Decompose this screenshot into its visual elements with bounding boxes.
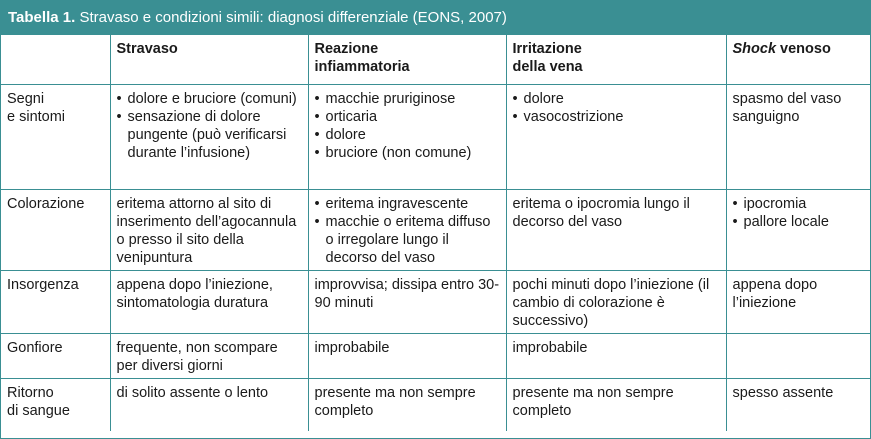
row-label-line: Colorazione: [7, 195, 85, 212]
table-cell: presente ma non sempre completo: [506, 378, 726, 431]
list-item: • ipocromia: [733, 195, 865, 213]
column-header-stravaso: [110, 35, 308, 84]
table-cell: [308, 189, 506, 270]
table-cell: spesso assente: [726, 378, 870, 431]
column-header-line: della vena: [512, 59, 583, 75]
table-title-bar: [1, 1, 870, 35]
row-label: [1, 84, 110, 189]
list-item: • bruciore (non comune): [315, 144, 500, 162]
table-cell: [726, 333, 870, 378]
row-label: [1, 378, 110, 431]
row-label-line: di sangue: [7, 402, 70, 419]
table-cell: presente ma non sempre completo: [308, 378, 506, 431]
table-row-colorazione: [1, 189, 870, 270]
list-item: • vasocostrizione: [513, 108, 720, 126]
row-label-line: Gonfiore: [7, 339, 63, 356]
list-item: • macchie o eritema diffuso o irregolare lungo il decorso del vaso: [315, 213, 500, 267]
table-cell: eritema attorno al sito di inserimento dell’agocannula o presso il sito della venipuntura: [110, 189, 308, 270]
table-cell: eritema o ipocromia lungo il decorso del vaso: [506, 189, 726, 270]
row-label: [1, 333, 110, 378]
row-label-line: e sintomi: [7, 108, 66, 125]
row-label-line: Insorgenza: [7, 276, 79, 293]
differential-diagnosis-table: [1, 35, 870, 431]
list-item: • eritema ingravescente: [315, 195, 500, 213]
row-label-line: Ritorno: [7, 384, 54, 401]
column-header-reazione-infiammatoria: [308, 35, 506, 84]
list-item: • pallore locale: [733, 213, 865, 231]
bullet-list: [513, 90, 720, 126]
list-item: • dolore: [315, 126, 500, 144]
table-cell: appena dopo l’iniezione: [726, 270, 870, 333]
table-cell: [308, 84, 506, 189]
table-cell: [506, 84, 726, 189]
row-label: [1, 270, 110, 333]
column-header-line: Irritazione: [512, 41, 582, 57]
table-cell: di solito assente o lento: [110, 378, 308, 431]
list-item: • orticaria: [315, 108, 500, 126]
column-header-line: infiammatoria: [314, 59, 410, 75]
list-item: • macchie pruriginose: [315, 90, 500, 108]
header-row: [1, 35, 870, 84]
table-cell: [726, 189, 870, 270]
column-header-line: Reazione: [314, 41, 379, 57]
bullet-list: [315, 90, 500, 162]
table-cell: frequente, non scompare per diversi giorni: [110, 333, 308, 378]
list-item: • dolore e bruciore (comuni): [117, 90, 302, 108]
header-corner: [1, 35, 110, 84]
column-header-rest: venoso: [776, 41, 831, 57]
row-label-line: Segni: [7, 90, 45, 107]
column-header-italic: Shock: [732, 41, 777, 57]
table-row-segni-e-sintomi: [1, 84, 870, 189]
list-item: • sensazione di dolore pungente (può verificarsi durante l’infusione): [117, 108, 302, 162]
table-cell: improbabile: [308, 333, 506, 378]
table-cell: spasmo del vaso sanguigno: [726, 84, 870, 189]
table-cell: [110, 84, 308, 189]
list-item: • dolore: [513, 90, 720, 108]
table-cell: improbabile: [506, 333, 726, 378]
table-row-gonfiore: [1, 333, 870, 378]
bullet-list: [733, 195, 865, 231]
bullet-list: [315, 195, 500, 267]
table-number: Tabella 1.: [8, 9, 76, 26]
table-cell: appena dopo l’iniezione, sintomatologia duratura: [110, 270, 308, 333]
column-header-shock-venoso: [726, 35, 870, 84]
column-header-irritazione-della-vena: [506, 35, 726, 84]
table-cell: improvvisa; dissipa entro 30-90 minuti: [308, 270, 506, 333]
row-label: [1, 189, 110, 270]
table-title: Stravaso e condizioni simili: diagnosi differenziale (EONS, 2007): [79, 9, 507, 26]
table-cell: pochi minuti dopo l’iniezione (il cambio di colorazione è successivo): [506, 270, 726, 333]
column-header-line: Stravaso: [116, 41, 178, 57]
table-row-ritorno-di-sangue: [1, 378, 870, 431]
table-row-insorgenza: [1, 270, 870, 333]
bullet-list: [117, 90, 302, 162]
